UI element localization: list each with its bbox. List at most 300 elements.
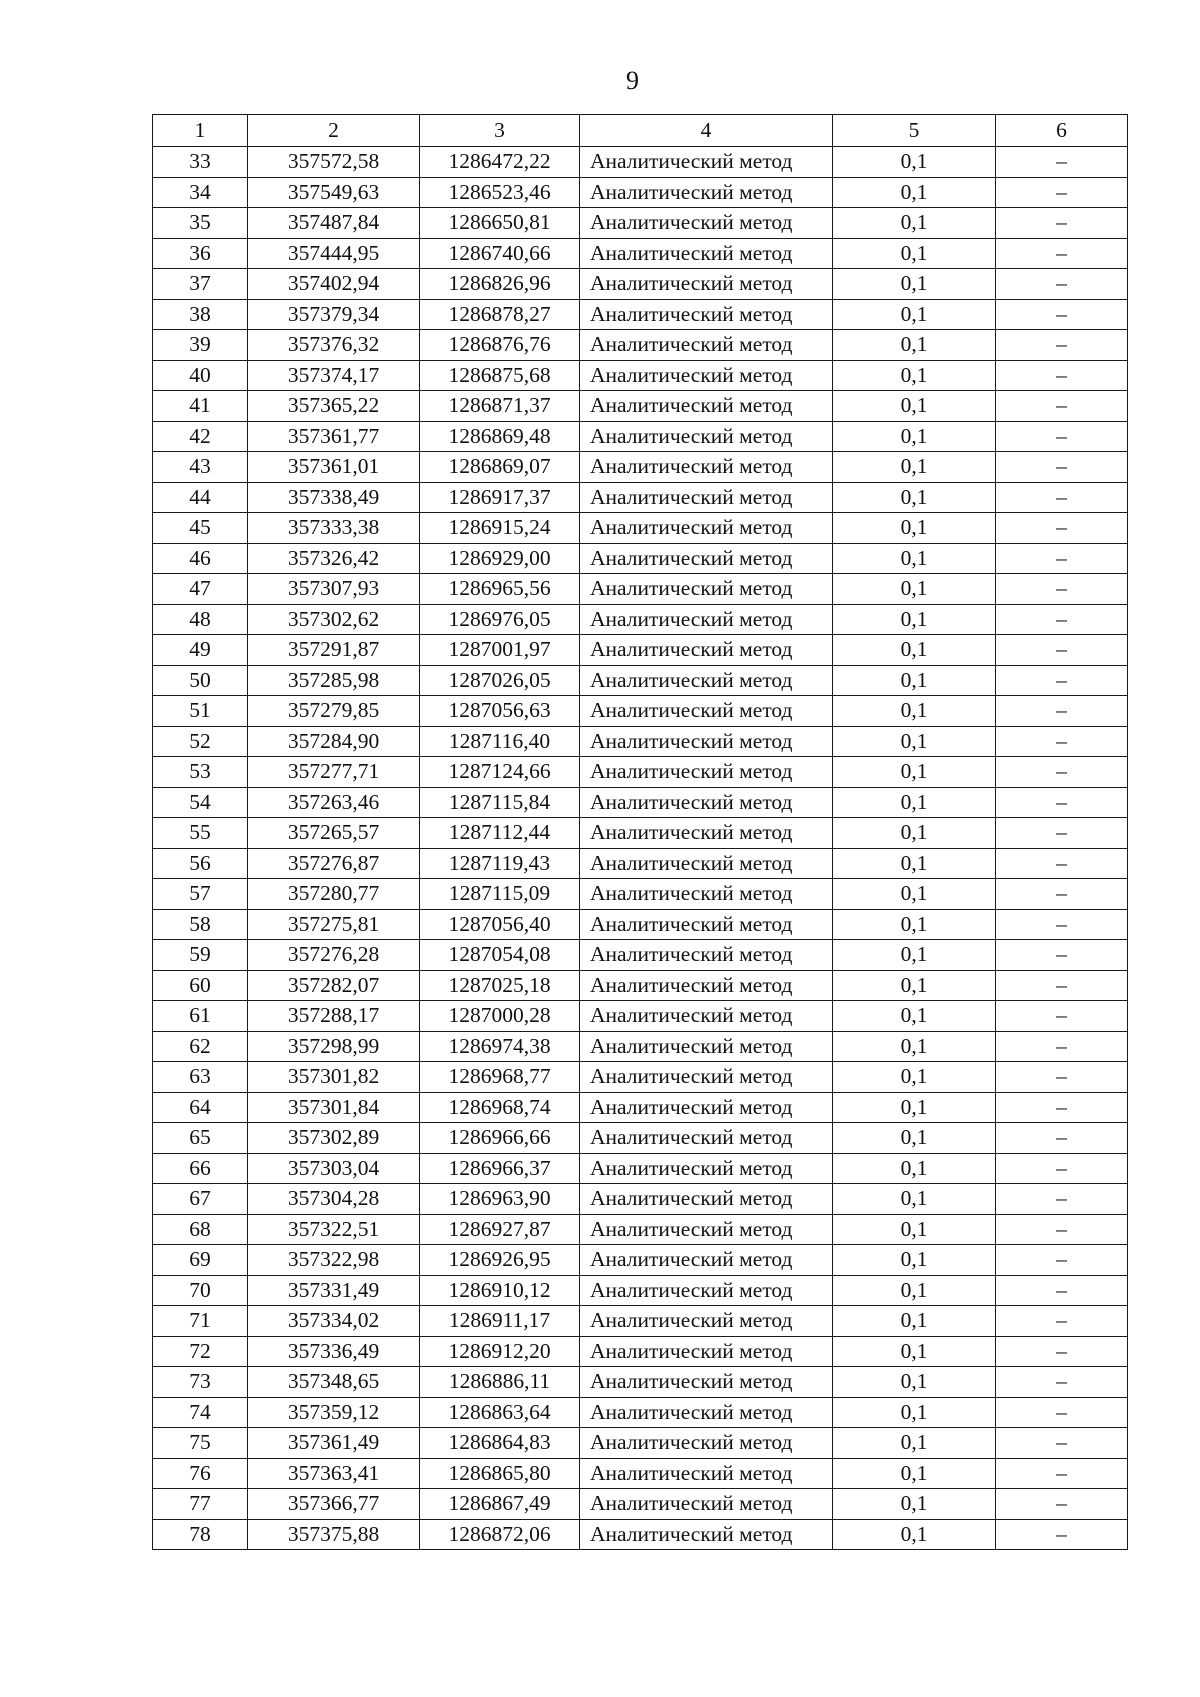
note-cell: –	[996, 482, 1128, 513]
note-cell: –	[996, 1001, 1128, 1032]
accuracy-cell: 0,1	[833, 1001, 996, 1032]
accuracy-cell: 0,1	[833, 1519, 996, 1550]
method-cell: Аналитический метод	[580, 665, 833, 696]
y-coordinate-cell: 1286863,64	[420, 1397, 580, 1428]
table-row	[153, 940, 1128, 971]
note-cell: –	[996, 604, 1128, 635]
table-row	[153, 299, 1128, 330]
accuracy-cell: 0,1	[833, 177, 996, 208]
accuracy-cell: 0,1	[833, 391, 996, 422]
table-row	[153, 1001, 1128, 1032]
x-coordinate-cell: 357303,04	[248, 1153, 420, 1184]
method-cell: Аналитический метод	[580, 879, 833, 910]
accuracy-cell: 0,1	[833, 787, 996, 818]
x-coordinate-cell: 357361,49	[248, 1428, 420, 1459]
point-number-cell: 47	[153, 574, 248, 605]
y-coordinate-cell: 1286917,37	[420, 482, 580, 513]
method-cell: Аналитический метод	[580, 543, 833, 574]
note-cell: –	[996, 1489, 1128, 1520]
note-cell: –	[996, 1458, 1128, 1489]
table-row	[153, 1336, 1128, 1367]
y-coordinate-cell: 1286875,68	[420, 360, 580, 391]
y-coordinate-cell: 1286976,05	[420, 604, 580, 635]
table-row	[153, 604, 1128, 635]
x-coordinate-cell: 357285,98	[248, 665, 420, 696]
note-cell: –	[996, 1062, 1128, 1093]
note-cell: –	[996, 208, 1128, 239]
point-number-cell: 58	[153, 909, 248, 940]
point-number-cell: 52	[153, 726, 248, 757]
y-coordinate-cell: 1286472,22	[420, 147, 580, 178]
method-cell: Аналитический метод	[580, 482, 833, 513]
method-cell: Аналитический метод	[580, 1428, 833, 1459]
accuracy-cell: 0,1	[833, 1428, 996, 1459]
y-coordinate-cell: 1286826,96	[420, 269, 580, 300]
point-number-cell: 73	[153, 1367, 248, 1398]
x-coordinate-cell: 357365,22	[248, 391, 420, 422]
y-coordinate-cell: 1287115,09	[420, 879, 580, 910]
note-cell: –	[996, 1428, 1128, 1459]
method-cell: Аналитический метод	[580, 391, 833, 422]
accuracy-cell: 0,1	[833, 970, 996, 1001]
note-cell: –	[996, 177, 1128, 208]
y-coordinate-cell: 1286869,48	[420, 421, 580, 452]
point-number-cell: 57	[153, 879, 248, 910]
y-coordinate-cell: 1286865,80	[420, 1458, 580, 1489]
table-row	[153, 421, 1128, 452]
x-coordinate-cell: 357280,77	[248, 879, 420, 910]
note-cell: –	[996, 726, 1128, 757]
y-coordinate-cell: 1286966,66	[420, 1123, 580, 1154]
y-coordinate-cell: 1286965,56	[420, 574, 580, 605]
table-row	[153, 360, 1128, 391]
method-cell: Аналитический метод	[580, 421, 833, 452]
accuracy-cell: 0,1	[833, 1031, 996, 1062]
point-number-cell: 51	[153, 696, 248, 727]
note-cell: –	[996, 1153, 1128, 1184]
note-cell: –	[996, 848, 1128, 879]
table-row	[153, 177, 1128, 208]
point-number-cell: 43	[153, 452, 248, 483]
table-row	[153, 391, 1128, 422]
method-cell: Аналитический метод	[580, 238, 833, 269]
x-coordinate-cell: 357322,51	[248, 1214, 420, 1245]
method-cell: Аналитический метод	[580, 1306, 833, 1337]
method-cell: Аналитический метод	[580, 1031, 833, 1062]
y-coordinate-cell: 1287026,05	[420, 665, 580, 696]
accuracy-cell: 0,1	[833, 269, 996, 300]
y-coordinate-cell: 1287116,40	[420, 726, 580, 757]
table-row	[153, 635, 1128, 666]
accuracy-cell: 0,1	[833, 696, 996, 727]
note-cell: –	[996, 452, 1128, 483]
note-cell: –	[996, 1336, 1128, 1367]
method-cell: Аналитический метод	[580, 330, 833, 361]
note-cell: –	[996, 970, 1128, 1001]
note-cell: –	[996, 1275, 1128, 1306]
table-header	[153, 115, 1128, 147]
y-coordinate-cell: 1287000,28	[420, 1001, 580, 1032]
x-coordinate-cell: 357348,65	[248, 1367, 420, 1398]
point-number-cell: 33	[153, 147, 248, 178]
accuracy-cell: 0,1	[833, 1184, 996, 1215]
x-coordinate-cell: 357276,87	[248, 848, 420, 879]
y-coordinate-cell: 1286869,07	[420, 452, 580, 483]
method-cell: Аналитический метод	[580, 269, 833, 300]
accuracy-cell: 0,1	[833, 147, 996, 178]
point-number-cell: 65	[153, 1123, 248, 1154]
column-header-2: 2	[248, 115, 420, 147]
accuracy-cell: 0,1	[833, 574, 996, 605]
table-row	[153, 330, 1128, 361]
y-coordinate-cell: 1286523,46	[420, 177, 580, 208]
y-coordinate-cell: 1286968,74	[420, 1092, 580, 1123]
y-coordinate-cell: 1286963,90	[420, 1184, 580, 1215]
column-header-5: 5	[833, 115, 996, 147]
table-row	[153, 208, 1128, 239]
accuracy-cell: 0,1	[833, 848, 996, 879]
point-number-cell: 56	[153, 848, 248, 879]
table-row	[153, 269, 1128, 300]
method-cell: Аналитический метод	[580, 909, 833, 940]
point-number-cell: 69	[153, 1245, 248, 1276]
x-coordinate-cell: 357275,81	[248, 909, 420, 940]
x-coordinate-cell: 357487,84	[248, 208, 420, 239]
accuracy-cell: 0,1	[833, 1275, 996, 1306]
note-cell: –	[996, 1092, 1128, 1123]
x-coordinate-cell: 357282,07	[248, 970, 420, 1001]
y-coordinate-cell: 1286910,12	[420, 1275, 580, 1306]
point-number-cell: 74	[153, 1397, 248, 1428]
y-coordinate-cell: 1286926,95	[420, 1245, 580, 1276]
method-cell: Аналитический метод	[580, 635, 833, 666]
method-cell: Аналитический метод	[580, 1214, 833, 1245]
y-coordinate-cell: 1286867,49	[420, 1489, 580, 1520]
table-row	[153, 818, 1128, 849]
x-coordinate-cell: 357366,77	[248, 1489, 420, 1520]
point-number-cell: 55	[153, 818, 248, 849]
method-cell: Аналитический метод	[580, 970, 833, 1001]
point-number-cell: 71	[153, 1306, 248, 1337]
note-cell: –	[996, 818, 1128, 849]
accuracy-cell: 0,1	[833, 665, 996, 696]
accuracy-cell: 0,1	[833, 1153, 996, 1184]
x-coordinate-cell: 357375,88	[248, 1519, 420, 1550]
table-row	[153, 482, 1128, 513]
accuracy-cell: 0,1	[833, 1367, 996, 1398]
method-cell: Аналитический метод	[580, 513, 833, 544]
method-cell: Аналитический метод	[580, 1367, 833, 1398]
point-number-cell: 45	[153, 513, 248, 544]
accuracy-cell: 0,1	[833, 635, 996, 666]
method-cell: Аналитический метод	[580, 1001, 833, 1032]
note-cell: –	[996, 1123, 1128, 1154]
accuracy-cell: 0,1	[833, 1245, 996, 1276]
y-coordinate-cell: 1287056,40	[420, 909, 580, 940]
table-row	[153, 726, 1128, 757]
method-cell: Аналитический метод	[580, 177, 833, 208]
x-coordinate-cell: 357298,99	[248, 1031, 420, 1062]
table-row	[153, 1123, 1128, 1154]
table-row	[153, 1092, 1128, 1123]
table-body	[153, 147, 1128, 1550]
note-cell: –	[996, 1519, 1128, 1550]
note-cell: –	[996, 909, 1128, 940]
note-cell: –	[996, 574, 1128, 605]
y-coordinate-cell: 1286974,38	[420, 1031, 580, 1062]
note-cell: –	[996, 879, 1128, 910]
method-cell: Аналитический метод	[580, 1062, 833, 1093]
point-number-cell: 76	[153, 1458, 248, 1489]
point-number-cell: 36	[153, 238, 248, 269]
x-coordinate-cell: 357336,49	[248, 1336, 420, 1367]
y-coordinate-cell: 1286871,37	[420, 391, 580, 422]
x-coordinate-cell: 357322,98	[248, 1245, 420, 1276]
point-number-cell: 48	[153, 604, 248, 635]
method-cell: Аналитический метод	[580, 1489, 833, 1520]
x-coordinate-cell: 357334,02	[248, 1306, 420, 1337]
note-cell: –	[996, 665, 1128, 696]
method-cell: Аналитический метод	[580, 604, 833, 635]
table-row	[153, 696, 1128, 727]
accuracy-cell: 0,1	[833, 757, 996, 788]
table-row	[153, 574, 1128, 605]
accuracy-cell: 0,1	[833, 421, 996, 452]
note-cell: –	[996, 543, 1128, 574]
x-coordinate-cell: 357301,82	[248, 1062, 420, 1093]
note-cell: –	[996, 1031, 1128, 1062]
point-number-cell: 41	[153, 391, 248, 422]
accuracy-cell: 0,1	[833, 330, 996, 361]
y-coordinate-cell: 1287001,97	[420, 635, 580, 666]
point-number-cell: 53	[153, 757, 248, 788]
y-coordinate-cell: 1286915,24	[420, 513, 580, 544]
point-number-cell: 54	[153, 787, 248, 818]
table-row	[153, 1184, 1128, 1215]
note-cell: –	[996, 330, 1128, 361]
accuracy-cell: 0,1	[833, 1306, 996, 1337]
x-coordinate-cell: 357331,49	[248, 1275, 420, 1306]
page-number: 9	[626, 66, 639, 95]
x-coordinate-cell: 357363,41	[248, 1458, 420, 1489]
point-number-cell: 70	[153, 1275, 248, 1306]
x-coordinate-cell: 357277,71	[248, 757, 420, 788]
x-coordinate-cell: 357338,49	[248, 482, 420, 513]
accuracy-cell: 0,1	[833, 360, 996, 391]
y-coordinate-cell: 1286911,17	[420, 1306, 580, 1337]
column-header-6: 6	[996, 115, 1128, 147]
point-number-cell: 50	[153, 665, 248, 696]
accuracy-cell: 0,1	[833, 1123, 996, 1154]
x-coordinate-cell: 357302,62	[248, 604, 420, 635]
column-header-3: 3	[420, 115, 580, 147]
accuracy-cell: 0,1	[833, 513, 996, 544]
note-cell: –	[996, 513, 1128, 544]
note-cell: –	[996, 1397, 1128, 1428]
table-row	[153, 1519, 1128, 1550]
point-number-cell: 78	[153, 1519, 248, 1550]
x-coordinate-cell: 357572,58	[248, 147, 420, 178]
x-coordinate-cell: 357359,12	[248, 1397, 420, 1428]
x-coordinate-cell: 357302,89	[248, 1123, 420, 1154]
method-cell: Аналитический метод	[580, 147, 833, 178]
accuracy-cell: 0,1	[833, 1214, 996, 1245]
table-row	[153, 848, 1128, 879]
method-cell: Аналитический метод	[580, 940, 833, 971]
accuracy-cell: 0,1	[833, 299, 996, 330]
x-coordinate-cell: 357288,17	[248, 1001, 420, 1032]
point-number-cell: 34	[153, 177, 248, 208]
method-cell: Аналитический метод	[580, 818, 833, 849]
table-row	[153, 787, 1128, 818]
method-cell: Аналитический метод	[580, 696, 833, 727]
x-coordinate-cell: 357301,84	[248, 1092, 420, 1123]
point-number-cell: 46	[153, 543, 248, 574]
x-coordinate-cell: 357307,93	[248, 574, 420, 605]
x-coordinate-cell: 357376,32	[248, 330, 420, 361]
x-coordinate-cell: 357402,94	[248, 269, 420, 300]
x-coordinate-cell: 357361,01	[248, 452, 420, 483]
x-coordinate-cell: 357279,85	[248, 696, 420, 727]
x-coordinate-cell: 357284,90	[248, 726, 420, 757]
method-cell: Аналитический метод	[580, 1458, 833, 1489]
point-number-cell: 64	[153, 1092, 248, 1123]
note-cell: –	[996, 299, 1128, 330]
method-cell: Аналитический метод	[580, 787, 833, 818]
y-coordinate-cell: 1286876,76	[420, 330, 580, 361]
column-header-4: 4	[580, 115, 833, 147]
y-coordinate-cell: 1286927,87	[420, 1214, 580, 1245]
y-coordinate-cell: 1286929,00	[420, 543, 580, 574]
method-cell: Аналитический метод	[580, 757, 833, 788]
x-coordinate-cell: 357374,17	[248, 360, 420, 391]
accuracy-cell: 0,1	[833, 208, 996, 239]
accuracy-cell: 0,1	[833, 452, 996, 483]
y-coordinate-cell: 1286872,06	[420, 1519, 580, 1550]
accuracy-cell: 0,1	[833, 1336, 996, 1367]
method-cell: Аналитический метод	[580, 299, 833, 330]
point-number-cell: 38	[153, 299, 248, 330]
method-cell: Аналитический метод	[580, 1123, 833, 1154]
method-cell: Аналитический метод	[580, 208, 833, 239]
point-number-cell: 62	[153, 1031, 248, 1062]
column-header-1: 1	[153, 115, 248, 147]
y-coordinate-cell: 1286968,77	[420, 1062, 580, 1093]
note-cell: –	[996, 940, 1128, 971]
table-row	[153, 879, 1128, 910]
y-coordinate-cell: 1286912,20	[420, 1336, 580, 1367]
x-coordinate-cell: 357326,42	[248, 543, 420, 574]
table-row	[153, 757, 1128, 788]
table-row	[153, 1458, 1128, 1489]
method-cell: Аналитический метод	[580, 726, 833, 757]
point-number-cell: 77	[153, 1489, 248, 1520]
point-number-cell: 63	[153, 1062, 248, 1093]
note-cell: –	[996, 238, 1128, 269]
point-number-cell: 35	[153, 208, 248, 239]
y-coordinate-cell: 1286740,66	[420, 238, 580, 269]
accuracy-cell: 0,1	[833, 238, 996, 269]
method-cell: Аналитический метод	[580, 1336, 833, 1367]
table-row	[153, 1031, 1128, 1062]
table-row	[153, 1214, 1128, 1245]
y-coordinate-cell: 1287115,84	[420, 787, 580, 818]
y-coordinate-cell: 1287056,63	[420, 696, 580, 727]
accuracy-cell: 0,1	[833, 726, 996, 757]
y-coordinate-cell: 1287124,66	[420, 757, 580, 788]
accuracy-cell: 0,1	[833, 1489, 996, 1520]
method-cell: Аналитический метод	[580, 1184, 833, 1215]
x-coordinate-cell: 357379,34	[248, 299, 420, 330]
point-number-cell: 40	[153, 360, 248, 391]
y-coordinate-cell: 1286650,81	[420, 208, 580, 239]
table-row	[153, 147, 1128, 178]
method-cell: Аналитический метод	[580, 1092, 833, 1123]
point-number-cell: 67	[153, 1184, 248, 1215]
point-number-cell: 60	[153, 970, 248, 1001]
y-coordinate-cell: 1286886,11	[420, 1367, 580, 1398]
x-coordinate-cell: 357276,28	[248, 940, 420, 971]
table-row	[153, 1306, 1128, 1337]
accuracy-cell: 0,1	[833, 879, 996, 910]
coordinates-table	[152, 114, 1128, 1550]
table-header-row	[153, 115, 1128, 147]
table-row	[153, 1367, 1128, 1398]
accuracy-cell: 0,1	[833, 1397, 996, 1428]
accuracy-cell: 0,1	[833, 482, 996, 513]
point-number-cell: 61	[153, 1001, 248, 1032]
accuracy-cell: 0,1	[833, 818, 996, 849]
point-number-cell: 39	[153, 330, 248, 361]
x-coordinate-cell: 357291,87	[248, 635, 420, 666]
accuracy-cell: 0,1	[833, 604, 996, 635]
point-number-cell: 59	[153, 940, 248, 971]
table-row	[153, 452, 1128, 483]
note-cell: –	[996, 1306, 1128, 1337]
note-cell: –	[996, 1245, 1128, 1276]
note-cell: –	[996, 421, 1128, 452]
table-row	[153, 1397, 1128, 1428]
note-cell: –	[996, 269, 1128, 300]
method-cell: Аналитический метод	[580, 848, 833, 879]
method-cell: Аналитический метод	[580, 1397, 833, 1428]
x-coordinate-cell: 357444,95	[248, 238, 420, 269]
accuracy-cell: 0,1	[833, 1092, 996, 1123]
x-coordinate-cell: 357304,28	[248, 1184, 420, 1215]
table-row	[153, 909, 1128, 940]
note-cell: –	[996, 1214, 1128, 1245]
x-coordinate-cell: 357263,46	[248, 787, 420, 818]
point-number-cell: 66	[153, 1153, 248, 1184]
accuracy-cell: 0,1	[833, 940, 996, 971]
table-row	[153, 1275, 1128, 1306]
accuracy-cell: 0,1	[833, 1062, 996, 1093]
x-coordinate-cell: 357333,38	[248, 513, 420, 544]
method-cell: Аналитический метод	[580, 1245, 833, 1276]
table-row	[153, 1062, 1128, 1093]
table-row	[153, 1428, 1128, 1459]
y-coordinate-cell: 1287054,08	[420, 940, 580, 971]
note-cell: –	[996, 696, 1128, 727]
note-cell: –	[996, 1367, 1128, 1398]
note-cell: –	[996, 787, 1128, 818]
table-row	[153, 970, 1128, 1001]
note-cell: –	[996, 1184, 1128, 1215]
accuracy-cell: 0,1	[833, 543, 996, 574]
x-coordinate-cell: 357361,77	[248, 421, 420, 452]
table-row	[153, 1489, 1128, 1520]
note-cell: –	[996, 757, 1128, 788]
